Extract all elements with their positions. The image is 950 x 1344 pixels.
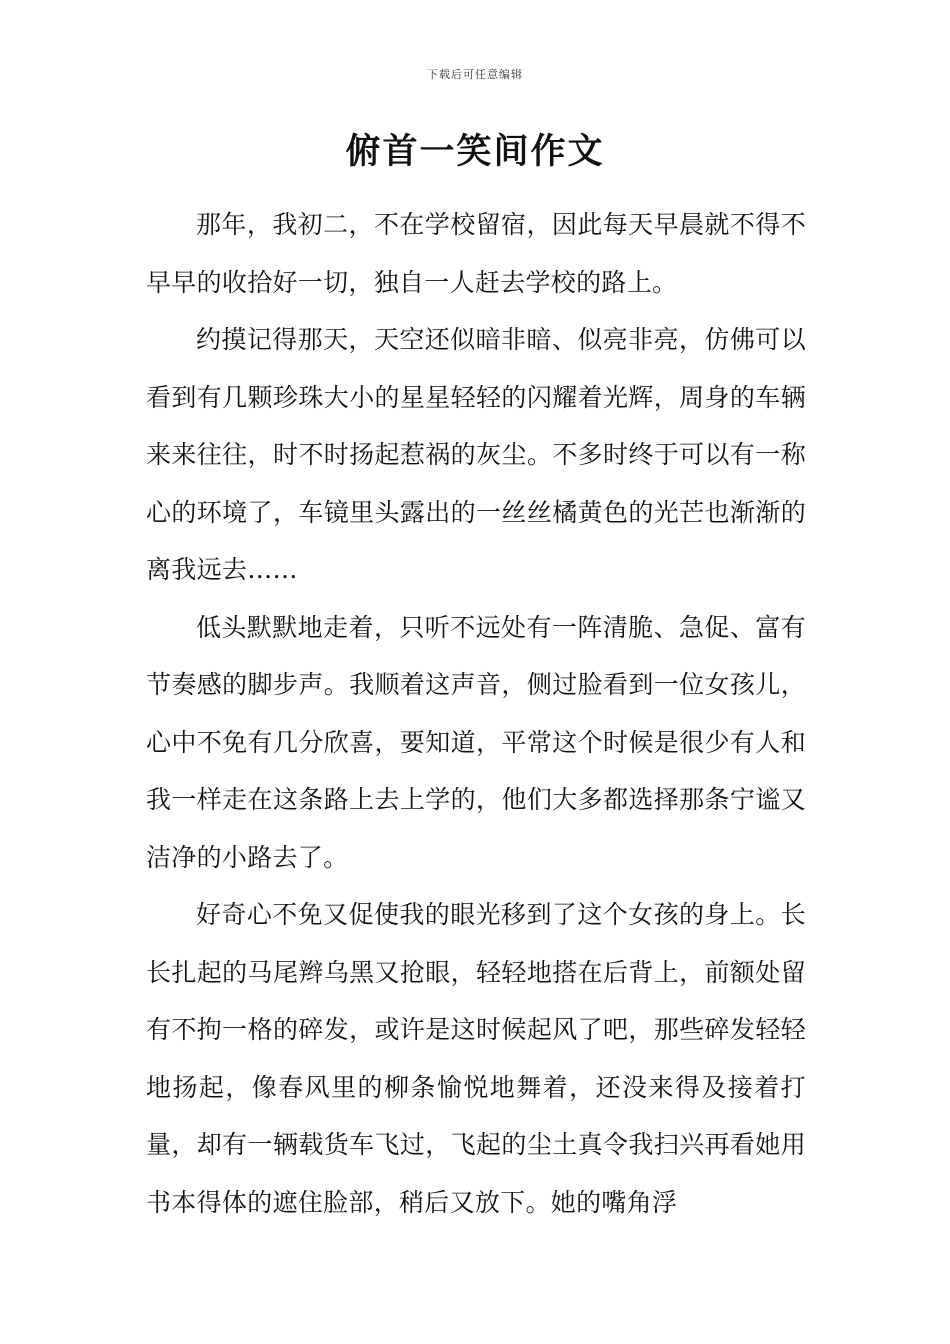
paragraph: 好奇心不免又促使我的眼光移到了这个女孩的身上。长长扎起的马尾辫乌黑又抢眼，轻轻地搭在后背上，前额处留有不拘一格的碎发，或许是这时候起风了吧，那些碎发轻轻地扬起，像春风里的柳条愉悦地舞着，还没来得及接着打量，却有一辆载货车飞过，飞起的尘土真令我扫兴再看她用书本得体的遮住脸部，稍后又放下。她的嘴角浮 xyxy=(146,900,806,1217)
header-note: 下载后可任意编辑 xyxy=(427,68,523,81)
paragraph: 低头默默地走着，只听不远处有一阵清脆、急促、富有节奏感的脚步声。我顺着这声音，侧过脸看到一位女孩儿，心中不免有几分欣喜，要知道，平常这个时候是很少有人和我一样走在这条路上去上学的，他们大多都选择那条宁谧又洁净的小路去了。 xyxy=(146,612,806,872)
paragraph: 约摸记得那天，天空还似暗非暗、似亮非亮，仿佛可以看到有几颗珍珠大小的星星轻轻的闪耀着光辉，周身的车辆来来往往，时不时扬起惹祸的灰尘。不多时终于可以有一称心的环境了，车镜里头露出的一丝丝橘黄色的光芒也渐渐的离我远去…… xyxy=(146,325,806,584)
document-title: 俯首一笑间作文 xyxy=(345,132,605,172)
paragraph: 那年，我初二，不在学校留宿，因此每天早晨就不得不早早的收拾好一切，独自一人赶去学校的路上。 xyxy=(146,210,806,297)
document-body xyxy=(146,196,806,1231)
